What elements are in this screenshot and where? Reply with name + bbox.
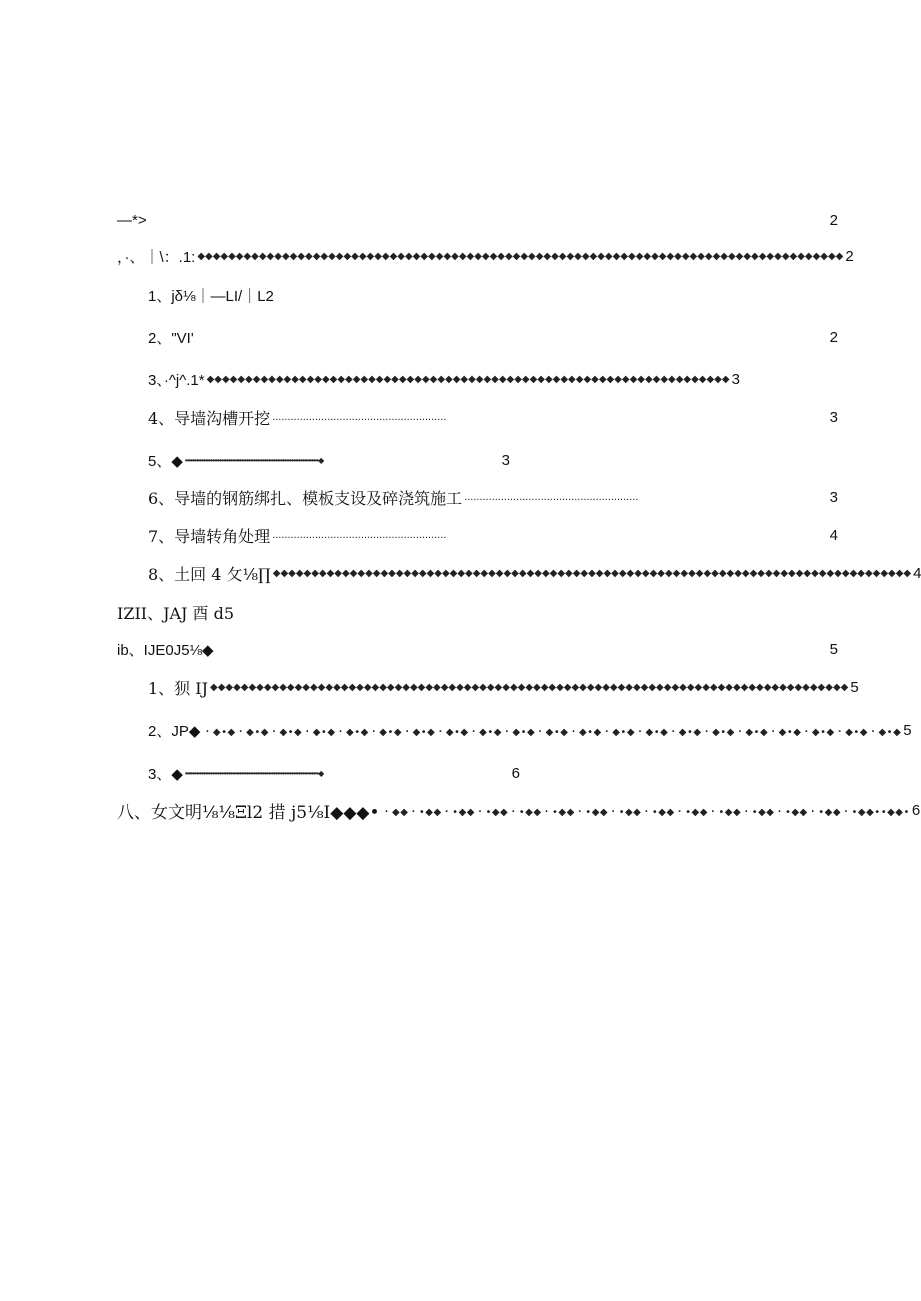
toc-entry-leader: ......................................................... xyxy=(272,529,447,541)
toc-entry[interactable] xyxy=(148,485,838,509)
toc-entry-page: 4 xyxy=(829,526,838,544)
toc-entry[interactable] xyxy=(117,600,417,624)
toc-entry-leader: ◆◆◆◆◆◆◆◆◆◆◆◆◆◆◆◆◆◆◆◆◆◆◆◆◆◆◆◆◆◆◆◆◆◆◆◆◆◆◆◆◆◆◆◆◆◆◆◆◆◆◆◆◆◆◆◆◆◆◆◆◆◆◆◆◆◆◆◆ xyxy=(206,373,730,385)
toc-entry-page: 6 xyxy=(511,764,520,782)
toc-entry[interactable] xyxy=(117,637,838,661)
toc-entry[interactable] xyxy=(117,208,838,232)
toc-entry-page: 5 xyxy=(850,678,859,696)
toc-entry-label: 4、导墙沟槽开挖 xyxy=(148,408,271,428)
toc-entry-page: 5 xyxy=(829,640,838,658)
toc-entry-leader: ・◆◆・•◆◆・•◆◆・•◆◆・•◆◆・•◆◆・•◆◆・•◆◆・•◆◆・•◆◆・•◆◆・•◆◆・•◆◆・•◆◆・•◆◆••◆◆• xyxy=(381,806,910,818)
toc-entry-leader: ......................................................... xyxy=(272,411,447,423)
toc-entry-leader: ・◆•◆・◆•◆・◆•◆・◆•◆・◆•◆・◆•◆・◆•◆・◆•◆・◆•◆・◆•◆・◆•◆・◆•◆・◆•◆・◆•◆・◆•◆・◆•◆・◆•◆・◆•◆・◆•◆・◆•◆・◆•◆ xyxy=(202,726,902,738)
toc-entry-label: 3、·^j^.1* xyxy=(148,371,205,389)
toc-entry-label: 7、导墙转角处理 xyxy=(148,526,271,546)
toc-entry-leader: ◆◆◆◆◆◆◆◆◆◆◆◆◆◆◆◆◆◆◆◆◆◆◆◆◆◆◆◆◆◆◆◆◆◆◆◆◆◆◆◆◆◆◆◆◆◆◆◆◆◆◆◆◆◆◆◆◆◆◆◆◆◆◆◆◆◆◆◆◆◆◆◆◆◆◆◆◆◆◆◆◆◆◆ xyxy=(272,567,912,579)
toc-entry-label: 1、jδ⅛｜—LI/｜L2 xyxy=(148,287,274,305)
toc-entry-page: 2 xyxy=(845,247,854,265)
toc-entry[interactable] xyxy=(148,405,838,429)
toc-entry[interactable] xyxy=(148,283,448,307)
toc-entry[interactable] xyxy=(148,761,520,785)
toc-entry-page: 2 xyxy=(829,328,838,346)
toc-entry-label: ib、IJE0J5⅛◆ xyxy=(117,641,214,659)
toc-entry-label: —*> xyxy=(117,211,147,229)
toc-entry-page: 3 xyxy=(829,408,838,426)
toc-entry-page: 3 xyxy=(501,451,510,469)
toc-entry[interactable] xyxy=(148,675,859,699)
toc-entry-page: 5 xyxy=(903,721,912,739)
toc-entry-leader: ••••••••••••••••••••••••••••••••••••••••••••••••••••••••••••••••••••••••••◆ xyxy=(184,455,324,465)
toc-entry-page: 3 xyxy=(829,488,838,506)
toc-entry[interactable] xyxy=(148,523,838,547)
toc-entry[interactable] xyxy=(117,244,854,268)
toc-entry-label: 八、女文明⅛⅛Ξl2 措 j5⅛I◆◆◆• xyxy=(117,802,380,823)
toc-entry-leader: ◆◆◆◆◆◆◆◆◆◆◆◆◆◆◆◆◆◆◆◆◆◆◆◆◆◆◆◆◆◆◆◆◆◆◆◆◆◆◆◆◆◆◆◆◆◆◆◆◆◆◆◆◆◆◆◆◆◆◆◆◆◆◆◆◆◆◆◆◆◆◆◆◆◆◆◆◆◆◆◆◆◆◆◆ xyxy=(197,250,844,262)
toc-entry-label: 2、"VI' xyxy=(148,329,194,347)
toc-entry-label: IZII、JAJ 酉 d5 xyxy=(117,603,235,623)
toc-entry-label: ，·、｜\：.1: xyxy=(117,248,196,266)
toc-entry[interactable] xyxy=(117,798,921,823)
toc-entry-label: 1、狈 IJ xyxy=(148,678,209,698)
toc-entry[interactable] xyxy=(148,448,510,472)
toc-entry-page: 3 xyxy=(731,370,740,388)
toc-entry[interactable] xyxy=(148,561,921,585)
toc-entry-leader: ••••••••••••••••••••••••••••••••••••••••••••••••••••••••••••••••••••••••••◆ xyxy=(184,768,324,778)
toc-entry-page: 2 xyxy=(829,211,838,229)
toc-entry-leader: ......................................................... xyxy=(464,491,639,503)
toc-entry[interactable] xyxy=(148,718,912,742)
toc-entry-label: 6、导墙的钢筋绑扎、模板支设及碎浇筑施工 xyxy=(148,488,463,508)
toc-entry[interactable] xyxy=(148,367,740,391)
toc-entry-page: 4 xyxy=(913,564,921,582)
toc-entry-page: 6 xyxy=(911,801,921,819)
toc-entry-leader: ◆◆◆◆◆◆◆◆◆◆◆◆◆◆◆◆◆◆◆◆◆◆◆◆◆◆◆◆◆◆◆◆◆◆◆◆◆◆◆◆◆◆◆◆◆◆◆◆◆◆◆◆◆◆◆◆◆◆◆◆◆◆◆◆◆◆◆◆◆◆◆◆◆◆◆◆◆◆◆◆◆◆◆ xyxy=(210,681,849,693)
toc-entry-label: 8、土回 4 攵⅛∏ xyxy=(148,564,271,584)
toc-entry-label: 5、◆ xyxy=(148,452,183,470)
toc-entry[interactable] xyxy=(148,325,838,349)
toc-entry-label: 2、JP◆ xyxy=(148,722,201,740)
toc-entry-label: 3、◆ xyxy=(148,765,183,783)
